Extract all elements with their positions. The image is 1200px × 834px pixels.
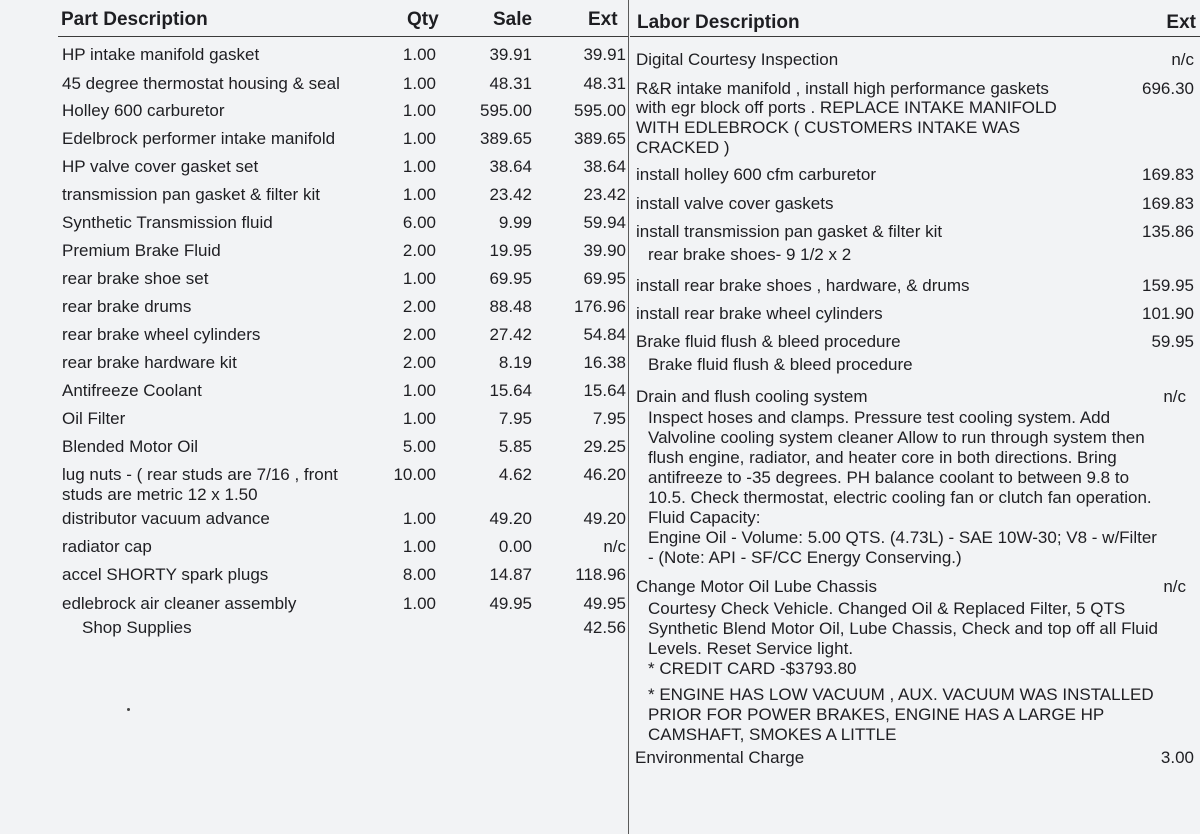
ext-header: Ext [588, 9, 618, 30]
part-desc: Synthetic Transmission fluid [62, 213, 273, 232]
part-sale: 49.95 [489, 594, 532, 613]
part-row [0, 325, 628, 353]
part-sale: 7.95 [498, 409, 532, 428]
part-sale: 88.48 [489, 297, 532, 316]
part-desc: Antifreeze Coolant [62, 381, 202, 400]
part-ext: 15.64 [583, 381, 626, 400]
labor-title: install valve cover gaskets [636, 194, 834, 213]
part-row [0, 129, 628, 157]
part-ext: 389.65 [574, 129, 626, 148]
shop-supplies-ext: 42.56 [583, 618, 626, 637]
part-desc: accel SHORTY spark plugs [62, 565, 269, 584]
part-sale: 8.19 [498, 353, 532, 372]
part-row [0, 509, 628, 537]
part-desc: HP intake manifold gasket [62, 45, 260, 64]
part-ext: 176.96 [574, 297, 626, 316]
qty-header: Qty [407, 9, 439, 30]
part-qty: 1.00 [402, 185, 436, 204]
part-ext: 118.96 [575, 565, 626, 584]
part-qty: 6.00 [402, 213, 436, 232]
labor-ext-header: Ext [1166, 12, 1196, 33]
labor-ext: n/c [1163, 577, 1186, 596]
part-qty: 1.00 [402, 129, 436, 148]
part-ext: 49.20 [583, 509, 626, 528]
labor-ext: 3.00 [1160, 748, 1194, 767]
part-ext: 39.90 [583, 241, 626, 260]
part-qty: 8.00 [402, 565, 436, 584]
part-row [0, 74, 628, 102]
part-qty: 1.00 [402, 74, 436, 93]
labor-ext: n/c [1163, 387, 1186, 406]
part-desc: rear brake wheel cylinders [62, 325, 261, 344]
column-divider [628, 0, 629, 834]
shop-supplies-label: Shop Supplies [82, 618, 192, 637]
part-row [0, 381, 628, 409]
part-sale: 38.64 [489, 157, 532, 176]
part-sale: 19.95 [489, 241, 532, 260]
labor-description-header: Labor Description [637, 12, 800, 33]
part-ext: 49.95 [583, 594, 626, 613]
part-qty: 2.00 [402, 353, 436, 372]
labor-title: R&R intake manifold , install high performance gaskets [636, 79, 1049, 98]
part-row [0, 157, 628, 185]
part-qty: 1.00 [402, 269, 436, 288]
part-row [0, 537, 628, 565]
part-sale: 23.42 [489, 185, 532, 204]
part-row [0, 297, 628, 325]
labor-detail: Brake fluid flush & bleed procedure [648, 355, 913, 374]
labor-detail: Inspect hoses and clamps. Pressure test cooling system. Add Valvoline cooling system cleaner Allow to run through system then flush engine, radiator, and heater core in both directions. Bring antifreeze to -35 degrees. PH balance coolant to between 9.8 to 10.5. Check thermostat, electric cooling fan or clutch fan operation. Fluid Capacity: Engine Oil - Volume: 5.00 QTS. (4.73L) - SAE 10W-30; V8 - w/Filter - (Note: API - SF/CC Energy Conserving.) [648, 408, 1157, 567]
part-ext: 46.20 [583, 465, 626, 484]
part-desc: distributor vacuum advance [62, 509, 270, 528]
part-description-header: Part Description [61, 9, 208, 30]
part-sale: 27.42 [489, 325, 532, 344]
part-ext: n/c [603, 537, 626, 556]
labor-detail: Courtesy Check Vehicle. Changed Oil & Replaced Filter, 5 QTS Synthetic Blend Motor Oil, Lube Chassis, Check and top off all Fluid Levels. Reset Service light. * CREDIT CARD -$3793.80 [648, 599, 1158, 678]
part-qty: 10.00 [393, 465, 436, 484]
labor-title: Environmental Charge [635, 748, 805, 767]
labor-ext: 135.86 [1142, 222, 1194, 241]
part-row [0, 565, 628, 593]
part-sale: 389.65 [480, 129, 532, 148]
part-qty: 2.00 [402, 241, 436, 260]
part-desc: rear brake hardware kit [62, 353, 237, 372]
labor-ext: n/c [1171, 50, 1194, 69]
part-qty: 2.00 [402, 325, 436, 344]
part-qty: 1.00 [402, 381, 436, 400]
part-row [0, 269, 628, 297]
part-ext: 29.25 [583, 437, 626, 456]
part-ext: 23.42 [583, 185, 626, 204]
labor-ext: 169.83 [1142, 165, 1194, 184]
stray-mark [127, 708, 130, 711]
part-sale: 49.20 [489, 509, 532, 528]
part-qty: 5.00 [402, 437, 436, 456]
part-qty: 2.00 [402, 297, 436, 316]
labor-ext: 101.90 [1142, 304, 1194, 323]
part-ext: 54.84 [583, 325, 626, 344]
part-ext: 69.95 [583, 269, 626, 288]
part-ext: 48.31 [583, 74, 626, 93]
part-qty: 1.00 [402, 45, 436, 64]
part-row [0, 101, 628, 129]
parts-header [58, 0, 628, 37]
part-row [0, 45, 628, 73]
part-sale: 5.85 [498, 437, 532, 456]
part-desc: Holley 600 carburetor [62, 101, 225, 120]
part-ext: 16.38 [583, 353, 626, 372]
part-qty: 1.00 [402, 101, 436, 120]
part-desc: lug nuts - ( rear studs are 7/16 , front [62, 465, 338, 484]
sale-header: Sale [493, 9, 533, 30]
part-qty: 1.00 [402, 537, 436, 556]
part-row [0, 437, 628, 465]
labor-title: Drain and flush cooling system [636, 387, 868, 406]
part-qty: 1.00 [402, 594, 436, 613]
part-sale: 595.00 [480, 101, 532, 120]
part-desc: rear brake drums [62, 297, 192, 316]
part-qty: 1.00 [402, 409, 436, 428]
labor-ext: 59.95 [1151, 332, 1194, 351]
labor-title: install holley 600 cfm carburetor [636, 165, 877, 184]
part-desc-continued: studs are metric 12 x 1.50 [62, 485, 258, 504]
labor-title: Change Motor Oil Lube Chassis [636, 577, 877, 596]
labor-ext: 159.95 [1142, 276, 1194, 295]
part-row [0, 185, 628, 213]
labor-detail: rear brake shoes- 9 1/2 x 2 [648, 245, 852, 264]
part-row [0, 465, 628, 505]
part-ext: 7.95 [592, 409, 626, 428]
part-desc: Premium Brake Fluid [62, 241, 221, 260]
labor-detail: with egr block off ports . REPLACE INTAKE MANIFOLD WITH EDLEBROCK ( CUSTOMERS INTAKE WAS CRACKED ) [636, 98, 1057, 157]
labor-title: Digital Courtesy Inspection [636, 50, 839, 69]
labor-title: Brake fluid flush & bleed procedure [636, 332, 901, 351]
part-sale: 9.99 [498, 213, 532, 232]
part-sale: 48.31 [489, 74, 532, 93]
labor-ext: 696.30 [1142, 79, 1194, 98]
part-desc: 45 degree thermostat housing & seal [62, 74, 340, 93]
engine-note: * ENGINE HAS LOW VACUUM , AUX. VACUUM WAS INSTALLED PRIOR FOR POWER BRAKES, ENGINE HAS A LARGE HP CAMSHAFT, SMOKES A LITTLE [648, 685, 1154, 744]
part-row [0, 213, 628, 241]
part-sale: 4.62 [498, 465, 532, 484]
part-ext: 59.94 [583, 213, 626, 232]
part-desc: radiator cap [62, 537, 152, 556]
part-ext: 38.64 [583, 157, 626, 176]
part-desc: transmission pan gasket & filter kit [62, 185, 320, 204]
part-desc: Oil Filter [62, 409, 126, 428]
part-desc: edlebrock air cleaner assembly [62, 594, 297, 613]
part-sale: 14.87 [489, 565, 532, 584]
part-ext: 39.91 [583, 45, 626, 64]
part-desc: HP valve cover gasket set [62, 157, 259, 176]
part-qty: 1.00 [402, 157, 436, 176]
labor-header [630, 0, 1200, 37]
part-ext: 595.00 [574, 101, 626, 120]
part-desc: Blended Motor Oil [62, 437, 199, 456]
part-sale: 15.64 [489, 381, 532, 400]
part-sale: 39.91 [489, 45, 532, 64]
labor-title: install rear brake wheel cylinders [636, 304, 883, 323]
part-row [0, 409, 628, 437]
part-desc: rear brake shoe set [62, 269, 209, 288]
part-sale: 69.95 [489, 269, 532, 288]
part-desc: Edelbrock performer intake manifold [62, 129, 336, 148]
part-row [0, 353, 628, 381]
shop-supplies-row [0, 618, 628, 646]
labor-title: install rear brake shoes , hardware, & drums [636, 276, 970, 295]
part-row [0, 241, 628, 269]
labor-title: install transmission pan gasket & filter kit [636, 222, 943, 241]
part-sale: 0.00 [498, 537, 532, 556]
labor-ext: 169.83 [1142, 194, 1194, 213]
part-qty: 1.00 [402, 509, 436, 528]
